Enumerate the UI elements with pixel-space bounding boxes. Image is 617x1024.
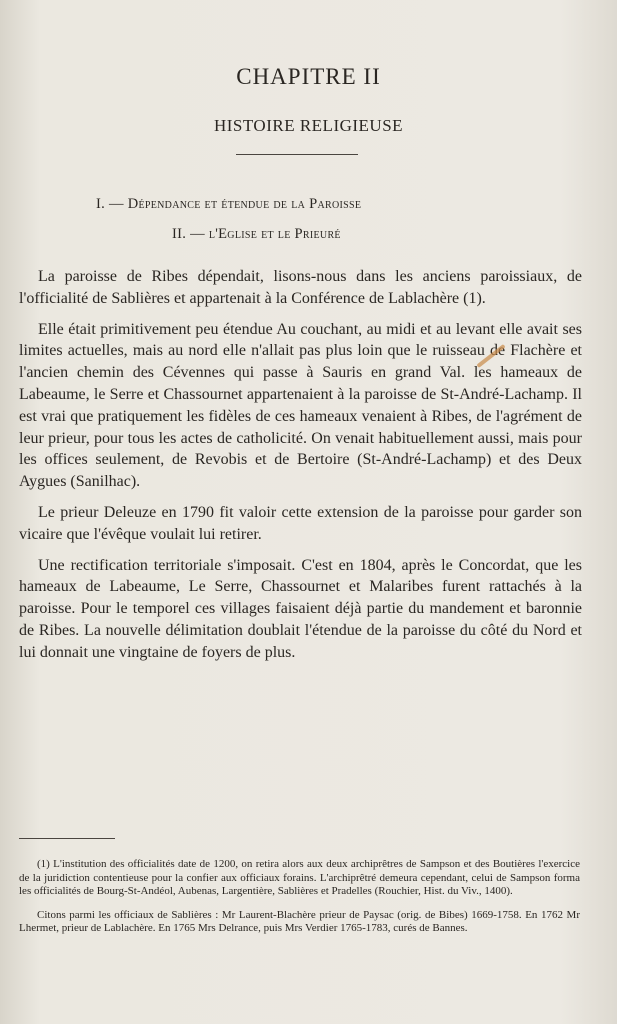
paragraph: Une rectification territoriale s'imposait. C'est en 1804, après le Concordat, que les hameaux de Labeaume, Le Serre, Chassournet et Malaribes furent rattachés à la paroisse. Pour le temporel ces villages faisaient déjà partie du mandement et baronnie de Ribes. La nouvelle délimitation doublait l'étendue de la paroisse du côté du Nord et lui donnait une vingtaine de foyers de plus. <box>19 556 582 661</box>
chapter-subtitle: HISTOIRE RELIGIEUSE <box>213 116 404 135</box>
body-text <box>19 266 582 673</box>
footnote: (1) L'institution des officialités date de 1200, on retira alors aux deux archiprêtres de Sampson et des Boutières l'exercice de la juridiction contentieuse pour la confier aux officiaux forains. L'archiprêtré demeura cependant, celui de Sampson forma les officialités de Bourg-St-Andéol, Aubenas, Largentière, Sablières et Pradelles (Rouchier, Hist. du Viv., 1400). <box>19 858 580 898</box>
section-heading-1: I. — Dépendance et étendue de la Paroisse <box>96 196 362 212</box>
section-heading-2: II. — l'Eglise et le Prieuré <box>172 226 341 242</box>
paragraph: La paroisse de Ribes dépendait, lisons-nous dans les anciens paroissiaux, de l'officialité de Sablières et appartenait à la Conférence de Lablachère (1). <box>19 268 582 307</box>
footnotes <box>19 858 580 946</box>
paragraph: Le prieur Deleuze en 1790 fit valoir cette extension de la paroisse pour garder son vicaire que l'évêque voulait lui retirer. <box>19 503 582 543</box>
paragraph: Elle était primitivement peu étendue Au couchant, au midi et au levant elle avait ses limites actuelles, mais au nord elle n'allait pas plus loin que le ruisseau de Flachère et l'ancien chemin des Cévennes qui passe à Sauris en grand Val. les hameaux de Labeaume, le Serre et Chassournet appartenaient à la paroisse de St-André-Lachamp. Il est vrai que pratiquement les fidèles de ces hameaux venaient à Ribes, de l'agrément de leur prieur, pour tous les actes de catholicité. On venait habituellement aussi, mais pour les offices seulement, de Revobis et de Bertoire (St-André-Lachamp) et des Deux Aygues (Sanilhac). <box>19 320 582 491</box>
title-divider <box>236 154 358 155</box>
footnote-divider <box>19 838 115 839</box>
footnote: Citons parmi les officiaux de Sablières : Mr Laurent-Blachère prieur de Paysac (orig. de Bibes) 1669-1758. En 1762 Mr Lhermet, prieur de Lablachère. En 1765 Mrs Delrance, puis Mrs Verdier 1765-1783, curés de Bannes. <box>19 908 580 935</box>
chapter-title: CHAPITRE II <box>236 64 381 89</box>
